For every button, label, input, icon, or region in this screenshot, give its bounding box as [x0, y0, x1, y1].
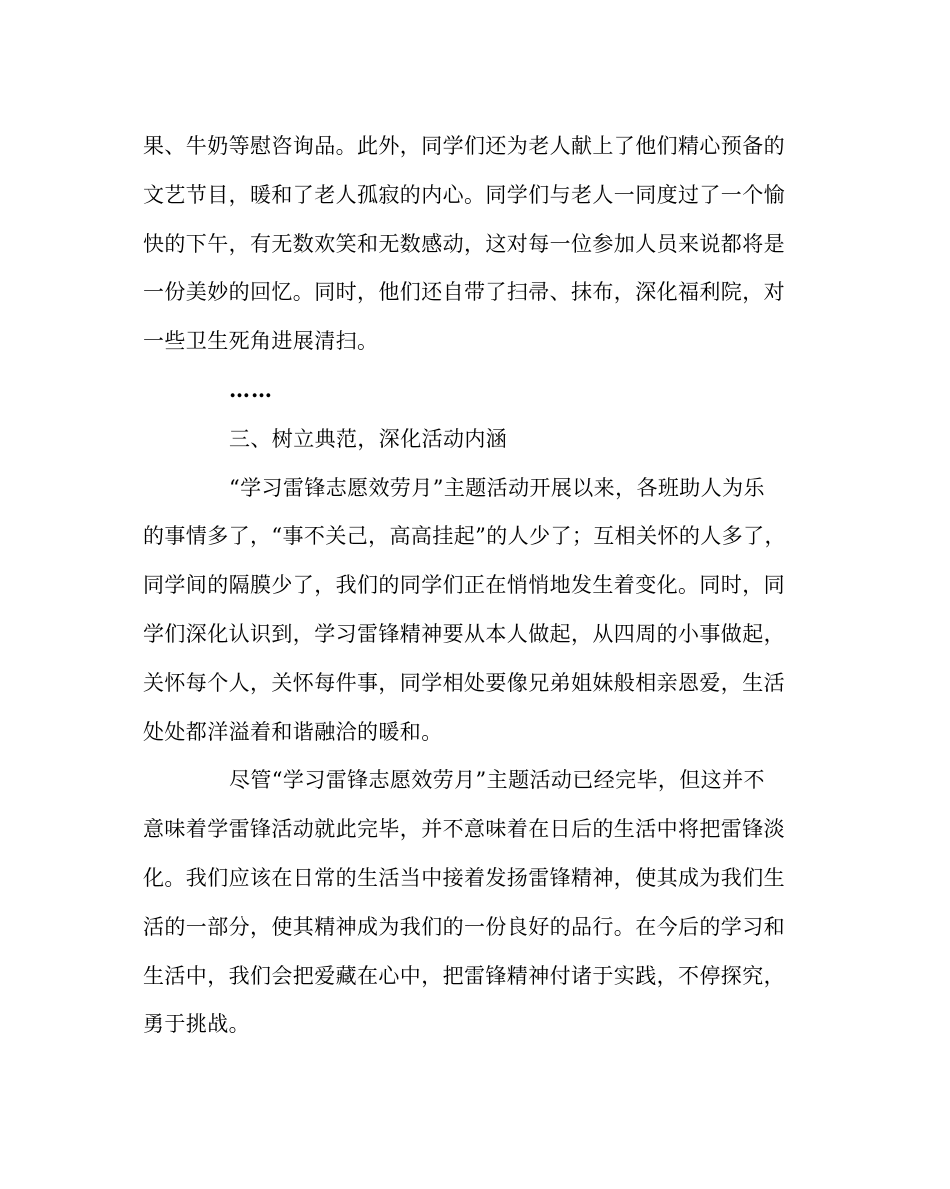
paragraph-1-line-5: 一些卫生死角进展清扫。 — [143, 329, 379, 354]
paragraph-3-line-1: 尽管“学习雷锋志愿效劳月”主题活动已经完毕，但这并不 — [229, 768, 765, 793]
paragraph-3-line-3: 化。我们应该在日常的生活当中接着发扬雷锋精神，使其成为我们生 — [143, 865, 785, 890]
paragraph-1-line-3: 快的下午，有无数欢笑和无数感动，这对每一位参加人员来说都将是 — [143, 231, 785, 256]
ellipsis: …… — [229, 376, 273, 402]
paragraph-2-line-2: 的事情多了，“事不关己，高高挂起”的人少了；互相关怀的人多了， — [143, 524, 786, 549]
paragraph-1-line-4: 一份美妙的回忆。同时，他们还自带了扫帚、抹布，深化福利院，对 — [143, 280, 785, 305]
section-heading: 三、树立典范，深化活动内涵 — [229, 426, 508, 451]
paragraph-2-line-4: 学们深化认识到，学习雷锋精神要从本人做起，从四周的小事做起， — [143, 621, 785, 646]
paragraph-2-line-3: 同学间的隔膜少了，我们的同学们正在悄悄地发生着变化。同时，同 — [143, 573, 785, 598]
document-body — [143, 122, 808, 1049]
paragraph-3-line-4: 活的一部分，使其精神成为我们的一份良好的品行。在今后的学习和 — [143, 914, 785, 939]
paragraph-3-line-2: 意味着学雷锋活动就此完毕，并不意味着在日后的生活中将把雷锋淡 — [143, 817, 785, 842]
paragraph-2-line-1: “学习雷锋志愿效劳月”主题活动开展以来，各班助人为乐 — [229, 475, 765, 500]
paragraph-1-line-1: 果、牛奶等慰咨询品。此外，同学们还为老人献上了他们精心预备的 — [143, 134, 785, 158]
paragraph-1-line-2: 文艺节目，暖和了老人孤寂的内心。同学们与老人一同度过了一个愉 — [143, 182, 785, 207]
paragraph-3-line-6: 勇于挑战。 — [143, 1012, 250, 1037]
paragraph-2-line-5: 关怀每个人，关怀每件事，同学相处要像兄弟姐妹般相亲恩爱，生活 — [143, 670, 785, 695]
paragraph-3-line-5: 生活中，我们会把爱藏在心中，把雷锋精神付诸于实践，不停探究， — [143, 963, 785, 988]
paragraph-2-line-6: 处处都洋溢着和谐融洽的暖和。 — [143, 719, 443, 744]
